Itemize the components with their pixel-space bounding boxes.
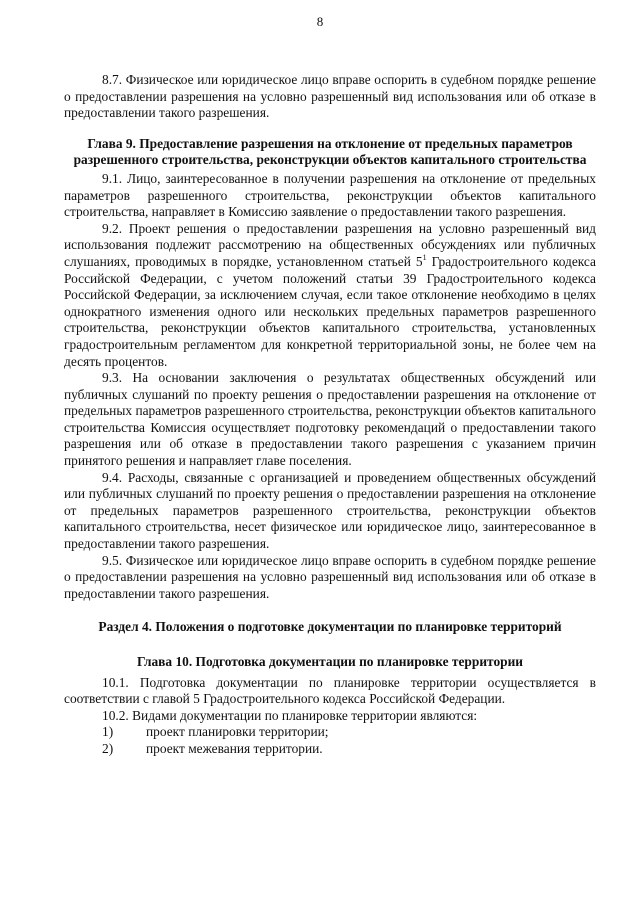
paragraph-9-5: 9.5. Физическое или юридическое лицо вправе оспорить в судебном порядке решение о предоставлении разрешения на условно разрешенный вид использования или об отказе в предоставлении такого разрешения. — [64, 552, 596, 601]
article-superscript: 1 — [422, 252, 427, 262]
paragraph-9-3: 9.3. На основании заключения о результатах общественных обсуждений или публичных слушаний по проекту решения о предоставлении разрешения на отклонение от предельных параметров разрешенного строительства, реконструкции объектов капитального строительства Комиссия осуществляет подготовку рекомендаций о предоставлении такого разрешения или об отказе в предоставлении такого разрешения с указанием причин принятого решения и направляет главе поселения. — [64, 370, 596, 469]
list-item-number: 2) — [102, 740, 114, 756]
document-body — [64, 72, 596, 758]
paragraph-8-7: 8.7. Физическое или юридическое лицо вправе оспорить в судебном порядке решение о предоставлении разрешения на условно разрешенный вид использования или об отказе в предоставлении такого разрешения. — [64, 72, 596, 121]
list-item — [64, 724, 596, 741]
paragraph-9-2-part-a: 9.2. Проект решения о предоставлении разрешения на условно разрешенный вид использования подлежит рассмотрению на общественных обсуждениях или публичных слушаниях, проводимых в порядке, установленном статьей 5 — [64, 220, 596, 269]
paragraph-9-2 — [64, 221, 596, 370]
list-item — [64, 741, 596, 758]
paragraph-9-4: 9.4. Расходы, связанные с организацией и проведением общественных обсуждений или публичных слушаний по проекту решения о предоставлении разрешения на отклонение от предельных параметров разрешенного строительства, реконструкции объектов капитального строительства, несет физическое или юридическое лицо, заинтересованное в предоставлении такого разрешения. — [64, 469, 596, 552]
list-item-number: 1) — [102, 724, 114, 740]
section-4-heading: Раздел 4. Положения о подготовке документации по планировке территорий — [98, 619, 562, 635]
page-number: 8 — [316, 14, 324, 29]
paragraph-9-2-part-b: Градостроительного кодекса Российской Федерации, с учетом положений статьи 39 Градостроительного кодекса Российской Федерации, за исключением случая, если такое отклонение необходимо в целях однократного изменения одного или нескольких предельных параметров разрешенного строительства, реконструкции объектов капитального строительства, установленных градостроительным регламентом для конкретной территориальной зоны, не более чем на десять процентов. — [64, 253, 596, 369]
chapter-10-heading: Глава 10. Подготовка документации по планировке территории — [136, 654, 524, 669]
chapter-9-heading: Глава 9. Предоставление разрешения на отклонение от предельных параметров разрешенного строительства, реконструкции объектов капитального строительства — [73, 135, 587, 168]
paragraph-10-1: 10.1. Подготовка документации по планировке территории осуществляется в соответствии с главой 5 Градостроительного кодекса Российской Федерации. — [64, 674, 596, 707]
list-item-text: проект межевания территории. — [146, 740, 323, 756]
paragraph-9-1: 9.1. Лицо, заинтересованное в получении разрешения на отклонение от предельных параметров разрешенного строительства, реконструкции объектов капитального строительства, направляет в Комиссию заявление о предоставлении такого разрешения. — [64, 170, 596, 220]
paragraph-10-2: 10.2. Видами документации по планировке территории являются: — [102, 707, 478, 723]
list-item-text: проект планировки территории; — [146, 724, 329, 740]
